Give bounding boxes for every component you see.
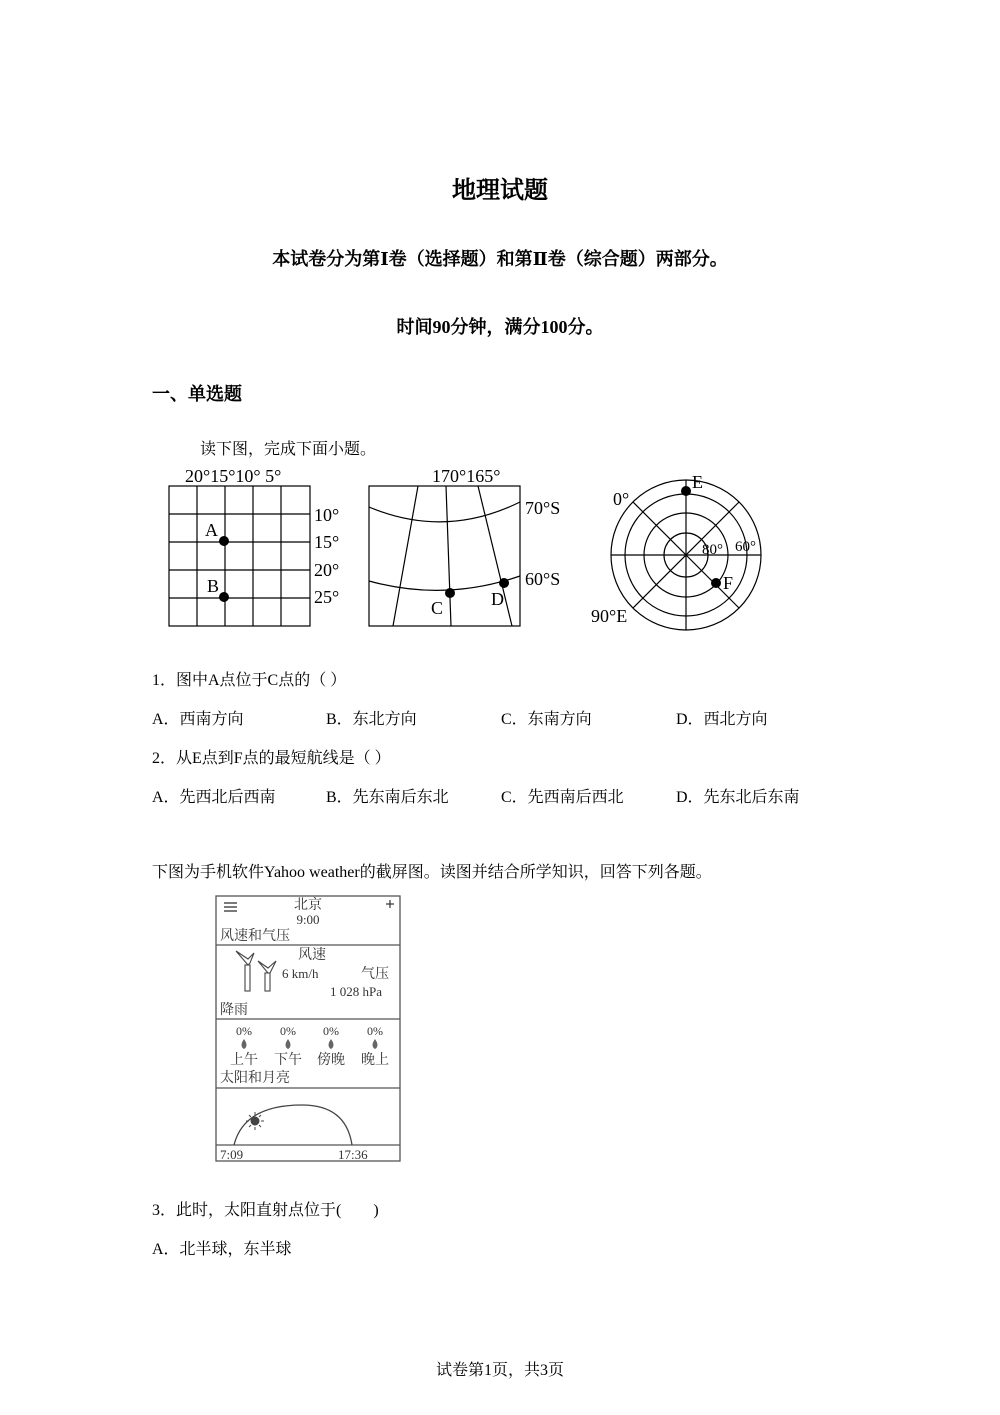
sunset-time: 17:36: [338, 1147, 368, 1162]
question-1-option-b[interactable]: B．东北方向: [326, 711, 417, 728]
sun-path-arc: [234, 1105, 352, 1145]
polar-diagram: [611, 480, 761, 630]
question-2-option-d[interactable]: D．先东北后东南: [676, 789, 800, 806]
rain-percent-morning: 0%: [236, 1024, 252, 1038]
grid-top-labels: 20°15°10° 5°: [185, 466, 282, 486]
wind-section-title: 风速和气压: [220, 929, 290, 944]
sector-lat-70s: 70°S: [525, 498, 561, 518]
sunrise-time: 7:09: [220, 1147, 244, 1162]
wind-speed-value: 6 km/h: [282, 966, 319, 981]
point-b-marker: [219, 592, 229, 602]
question-2-option-a[interactable]: A．先西北后西南: [152, 789, 276, 806]
sector-top-labels: 170°165°: [432, 466, 501, 486]
rain-period-morning: 上午: [230, 1053, 258, 1068]
menu-icon: [224, 903, 237, 911]
question-1-option-d[interactable]: D．西北方向: [676, 711, 768, 728]
rain-percent-afternoon: 0%: [280, 1024, 296, 1038]
polar-lat-60: 60°: [735, 539, 756, 555]
section-heading-single-choice: 一、单选题: [152, 384, 242, 404]
grid-lat-label-4: 25°: [314, 587, 340, 607]
rain-percent-night: 0%: [367, 1024, 383, 1038]
rain-period-afternoon: 下午: [274, 1053, 302, 1068]
grid-lat-label-1: 10°: [314, 505, 340, 525]
question-2-stem: 2．从E点到F点的最短航线是（ ）: [152, 750, 391, 767]
pressure-label: 气压: [361, 967, 389, 982]
polar-lat-80: 80°: [702, 542, 723, 558]
question-3-option-a[interactable]: A．北半球，东半球: [152, 1241, 292, 1258]
point-d-marker: [499, 578, 509, 588]
question-1-option-c[interactable]: C．东南方向: [501, 711, 592, 728]
sun-section-title: 太阳和月亮: [220, 1071, 290, 1086]
question-1-stem: 1．图中A点位于C点的（ ）: [152, 672, 347, 689]
raindrop-icon: [242, 1039, 378, 1049]
point-a-label: A: [205, 520, 218, 540]
question-1-option-a[interactable]: A．西南方向: [152, 711, 244, 728]
figure-map-diagrams: [160, 464, 780, 636]
wind-label: 风速: [298, 948, 326, 963]
point-a-marker: [219, 536, 229, 546]
rain-percent-evening: 0%: [323, 1024, 339, 1038]
polar-lon-90e: 90°E: [591, 606, 628, 626]
rain-period-evening: 傍晚: [317, 1053, 345, 1068]
windmill-icon: [236, 951, 276, 991]
point-b-label: B: [207, 576, 220, 596]
weather-app-figure: [210, 893, 406, 1165]
question-3-stem: 3．此时，太阳直射点位于( ): [152, 1202, 379, 1219]
page-footer: 试卷第1页，共3页: [435, 1362, 564, 1379]
polar-lon-0: 0°: [613, 489, 630, 509]
current-time: 9:00: [296, 912, 320, 927]
question-2-option-c[interactable]: C．先西南后西北: [501, 789, 624, 806]
rain-section-title: 降雨: [220, 1003, 248, 1018]
point-f-marker: [711, 578, 721, 588]
city-name: 北京: [294, 898, 322, 913]
page-title: 地理试题: [452, 178, 548, 204]
pressure-value: 1 028 hPa: [330, 984, 382, 999]
question-2-option-b[interactable]: B．先东南后东北: [326, 789, 449, 806]
sector-lat-60s: 60°S: [525, 569, 561, 589]
point-e-label: E: [692, 472, 703, 492]
intro-text-2: 下图为手机软件Yahoo weather的截屏图。读图并结合所学知识，回答下列各题。: [152, 864, 712, 881]
point-c-marker: [445, 588, 455, 598]
point-e-marker: [681, 486, 691, 496]
grid-lat-label-2: 15°: [314, 532, 340, 552]
exam-time-note: 时间90分钟，满分100分。: [396, 317, 604, 337]
intro-text-1: 读下图，完成下面小题。: [200, 441, 377, 458]
point-d-label: D: [491, 589, 504, 609]
grid-diagram: [169, 486, 310, 626]
rain-period-night: 晚上: [361, 1053, 389, 1068]
grid-lat-label-3: 20°: [314, 560, 340, 580]
plus-icon: [386, 900, 394, 908]
sun-icon: [246, 1112, 264, 1130]
exam-structure-note: 本试卷分为第Ⅰ卷（选择题）和第Ⅱ卷（综合题）两部分。: [272, 249, 728, 269]
point-c-label: C: [431, 598, 444, 618]
point-f-label: F: [723, 573, 734, 593]
